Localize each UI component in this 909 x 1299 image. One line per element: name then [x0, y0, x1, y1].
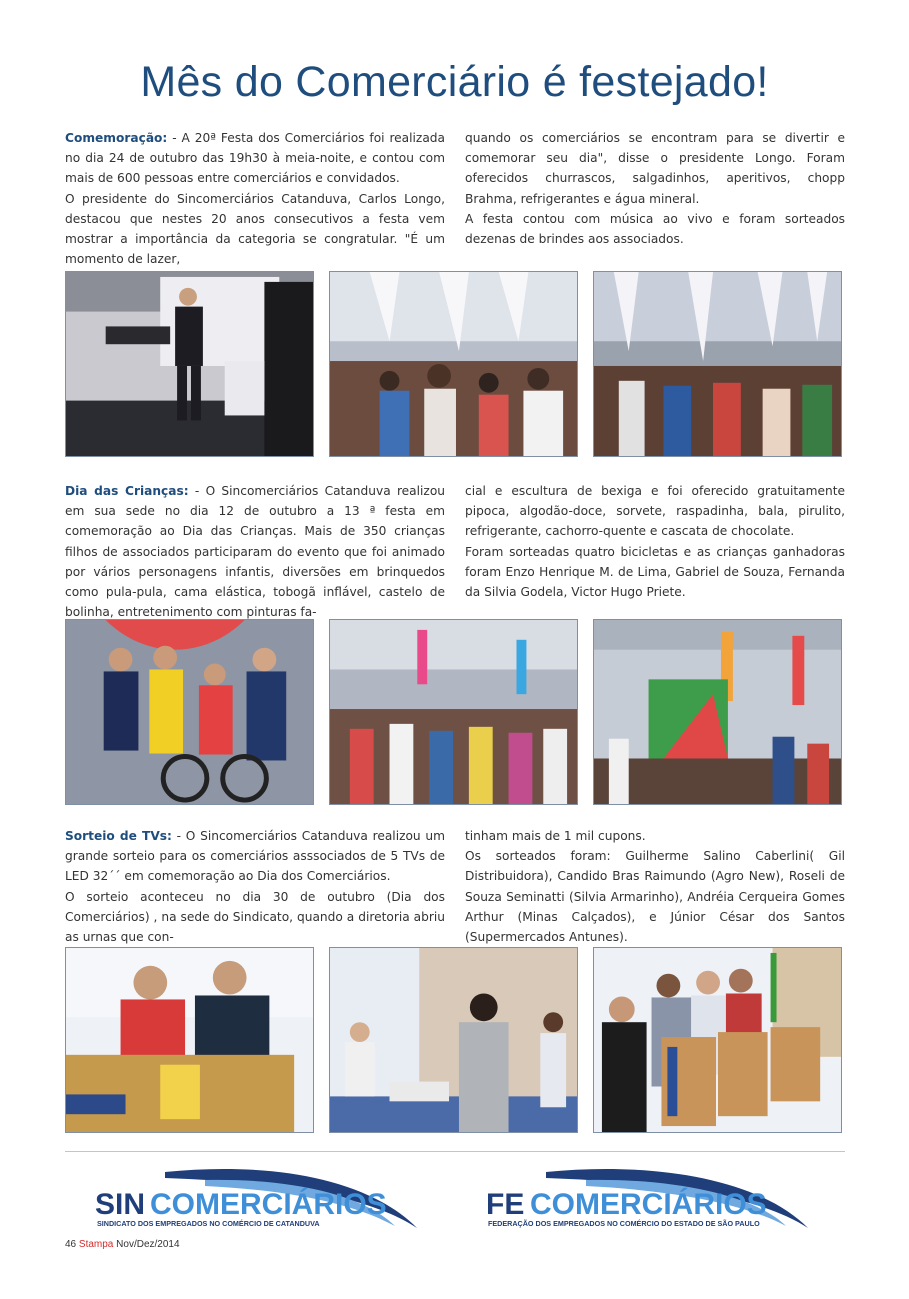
page-number: 46	[65, 1239, 77, 1250]
magazine-name: Stampa	[78, 1239, 114, 1250]
fe-subtitle: FEDERAÇÃO DOS EMPREGADOS NO COMÉRCIO DO ESTADO DE SÃO PAULO	[488, 1219, 760, 1228]
festa-col1-p1: - A 20ª Festa dos Comerciários foi realizada no dia 24 de outubro das 19h30 à meia-noite, e contou com mais de 600 pessoas entre comerciários e convidados.	[65, 131, 445, 186]
sorteio-col2-p1: tinham mais de 1 mil cupons.	[465, 829, 646, 843]
criancas-col2	[465, 481, 845, 602]
festa-col2	[465, 128, 845, 249]
sorteio-label: Sorteio de TVs:	[65, 829, 172, 843]
photo-ganhador-tv	[65, 947, 314, 1133]
criancas-col1-p1: - O Sincomerciários Catanduva realizou em sua sede no dia 12 de outubro a 13 ª festa em comemoração ao Dia das Crianças. Mais de 350 crianças filhos de associados participaram do evento que foi animado por vários personagens infantis, diversões em brinquedos como pula-pula, cama elástica, tobogã inflável, castelo de bolinha, entretenimento com pinturas fa-	[65, 484, 445, 620]
photo-sorteio-urnas	[329, 947, 578, 1133]
photo-festa-publico	[329, 271, 578, 457]
criancas-col2-p1: cial e escultura de bexiga e foi oferecido gratuitamente pipoca, algodão-doce, sorvete, raspadinha, bala, pirulito, refrigerante, cachorro-quente e cascata de chocolate.	[465, 484, 845, 539]
criancas-label: Dia das Crianças:	[65, 484, 189, 498]
festa-label: Comemoração:	[65, 131, 168, 145]
sorteio-col2	[465, 826, 845, 947]
footer-separator	[65, 1151, 845, 1152]
festa-col2-p2: A festa contou com música ao vivo e foram sorteados dezenas de brindes aos associados.	[465, 211, 845, 247]
sin-word-b: COMERCIÁRIOS	[150, 1188, 387, 1221]
page-title: Mês do Comerciário é festejado!	[140, 58, 769, 106]
photo-presidente-discurso	[65, 271, 314, 457]
page-footer	[65, 1239, 180, 1250]
sorteio-col1-p1: - O Sincomerciários Catanduva realizou um grande sorteio para os comerciários asssociados de 5 TVs de LED 32´´ em comemoração ao Dia dos Comerciários.	[65, 829, 446, 884]
photo-criancas-bicicleta	[65, 619, 314, 805]
criancas-col2-p2: Foram sorteadas quatro bicicletas e as crianças ganhadoras foram Enzo Henrique M. de Lima, Gabriel de Souza, Fernanda da Silvia Godela, Victor Hugo Priete.	[465, 544, 845, 600]
sin-word-a: SIN	[95, 1188, 146, 1221]
sorteio-col2-p2: Os sorteados foram: Guilherme Salino Caberlini( Gil Distribuidora), Candido Bras Raimundo (Agro New), Roseli de Souza Seminatti (Silvia Armarinho), Andréia Cerqueira Gomes Arthur (Minas Calçados), e Júnior César dos Santos (Supermercados Antunes).	[465, 849, 845, 945]
criancas-col1	[65, 481, 445, 622]
fe-word-b: COMERCIÁRIOS	[530, 1188, 767, 1221]
sin-subtitle: SINDICATO DOS EMPREGADOS NO COMÉRCIO DE CATANDUVA	[97, 1219, 320, 1228]
photo-ganhadores-tvs	[593, 947, 842, 1133]
sorteio-col1-p2: O sorteio aconteceu no dia 30 de outubro (Dia dos Comerciários) , na sede do Sindicato, quando a diretoria abriu as urnas que con-	[65, 889, 445, 945]
festa-col2-p1: quando os comerciários se encontram para se divertir e comemorar seu dia", disse o presidente Longo. Foram oferecidos churrascos, salgadinhos, aperitivos, chopp Brahma, refrigerantes e água mineral.	[465, 131, 845, 206]
festa-col1-p2: O presidente do Sincomerciários Catanduva, Carlos Longo, destacou que nestes 20 anos consecutivos a festa vem mostrar a importância da categoria se congratular. "É um momento de lazer,	[65, 191, 445, 267]
fe-word-a: FE	[486, 1188, 525, 1221]
sincomerciarios-logo	[95, 1166, 425, 1236]
fecomerciarios-logo	[486, 1166, 816, 1236]
festa-col1	[65, 128, 445, 269]
photo-criancas-salao	[329, 619, 578, 805]
photo-brinquedo-inflavel	[593, 619, 842, 805]
issue-date: Nov/Dez/2014	[116, 1239, 180, 1250]
sorteio-col1	[65, 826, 445, 947]
photo-festa-danca	[593, 271, 842, 457]
